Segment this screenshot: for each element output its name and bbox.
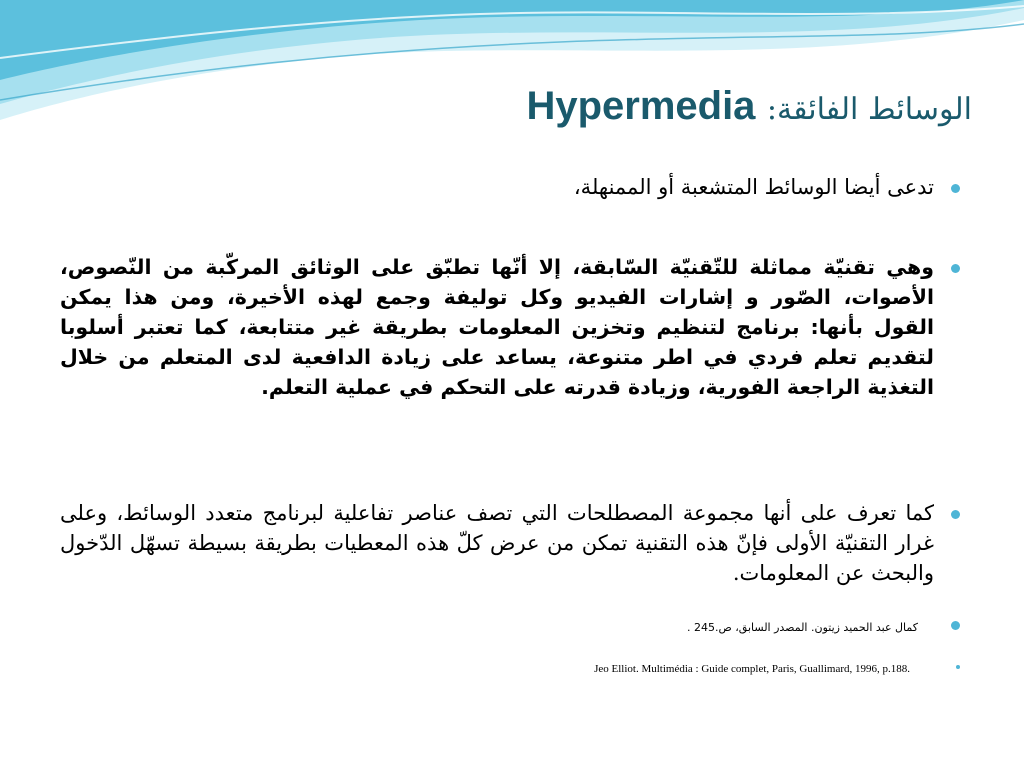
bullet-text: تدعى أيضا الوسائط المتشعبة أو الممنهلة، bbox=[573, 175, 934, 199]
bullet-dot-icon bbox=[951, 621, 960, 630]
bullet-dot-icon bbox=[956, 665, 960, 669]
bullet-list bbox=[60, 0, 934, 768]
reference-text: كمال عبد الحميد زيتون. المصدر السابق، ص.245 . bbox=[686, 621, 918, 634]
bullet-text: وهي تقنيّة مماثلة للتّقنيّة السّابقة، إلا أنّها تطبّق على الوثائق المركّبة من النّصوص، الأصوات، الصّور و إشارات الفيديو وكل توليفة وجمع لهذه الأخيرة، ومن هذا يمكن القول بأنها: برنامج لتنظيم وتخزين المعلومات بطريقة غير متتابعة، كما تعتبر أسلوبا لتقديم تعلم فردي في اطر متنوعة، يساعد على زيادة الدافعية لدى المتعلم من خلال التغذية الراجعة الفورية، وزيادة قدرته على التحكم في عملية التعلم. bbox=[60, 255, 934, 399]
bullet-dot-icon bbox=[951, 184, 960, 193]
title-latin: Hypermedia bbox=[526, 84, 756, 128]
bullet-dot-icon bbox=[951, 510, 960, 519]
list-item bbox=[60, 660, 934, 678]
bullet-text: كما تعرف على أنها مجموعة المصطلحات التي تصف عناصر تفاعلية لبرنامج متعدد الوسائط، وعلى غرار التقنيّة الأولى فإنّ هذه التقنية تمكن من عرض كلّ هذه المعطيات بطريقة بسيطة تسهّل الدّخول والبحث عن المعلومات. bbox=[60, 501, 934, 585]
reference-text: Jeo Elliot. Multimédia : Guide complet, Paris, Guallimard, 1996, p.188. bbox=[594, 663, 910, 675]
list-item bbox=[60, 172, 934, 202]
list-item bbox=[60, 252, 934, 402]
bullet-dot-icon bbox=[951, 264, 960, 273]
title-arabic: الوسائط الفائقة: bbox=[766, 92, 972, 127]
list-item bbox=[60, 498, 934, 588]
list-item bbox=[60, 618, 934, 638]
